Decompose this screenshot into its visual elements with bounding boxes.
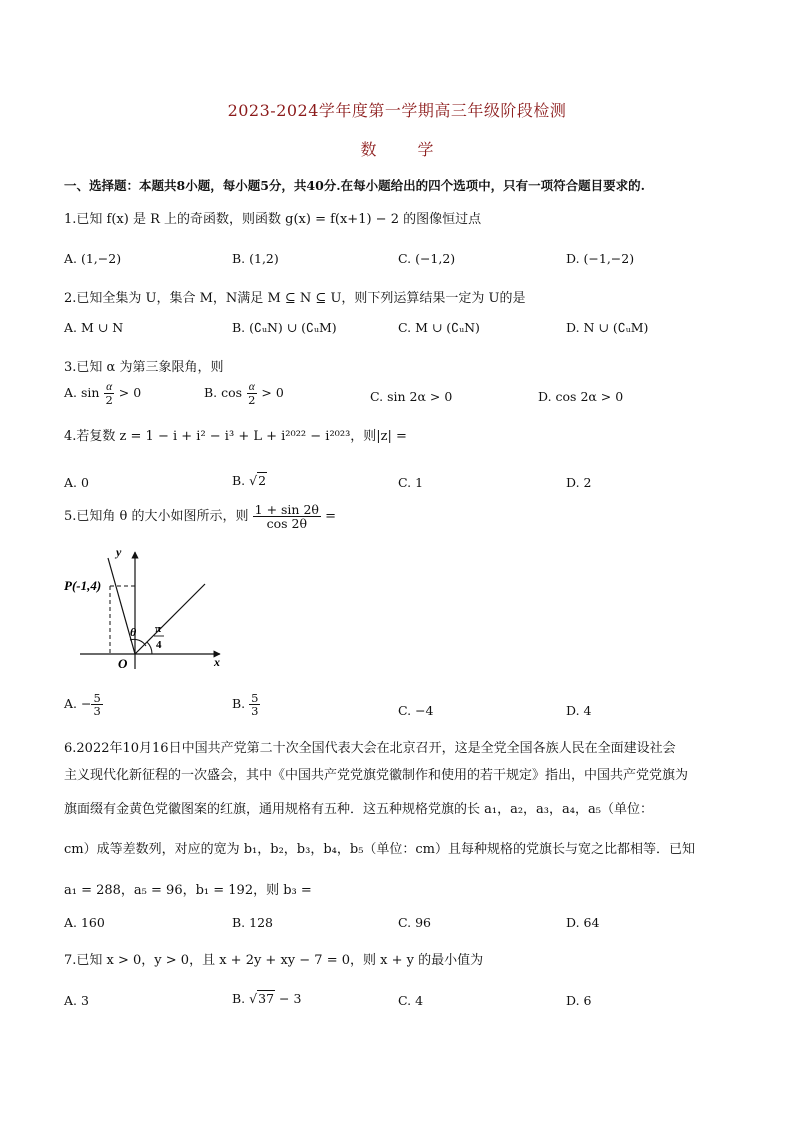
q7-option-b [232,991,301,1006]
q5-option-b [232,692,260,717]
section-heading: 一、选择题：本题共8小题，每小题5分，共40分.在每小题给出的四个选项中，只有一项符合题目要求的. [64,178,645,193]
q7-option-b-tail: − 3 [275,991,302,1006]
q5-option-b-den: 3 [251,704,259,719]
question-1-stem: 1.已知 f(x) 是 R 上的奇函数，则函数 g(x) = f(x+1) − 2 的图像恒过点 [64,212,482,227]
subject-char-2: 学 [417,140,434,159]
q3-option-a-fraction [103,381,114,406]
q3-option-b-fn: cos [221,385,243,401]
q3-option-b-fraction [246,381,257,406]
q6-option-b: B. 128 [232,915,273,930]
q4-option-b-letter: B. [232,473,246,488]
q4-option-a: A. 0 [64,475,89,490]
q6-line-1: 6.2022年10月16日中国共产党第二十次全国代表大会在北京召开，这是全党全国各族人民在全面建设社会 [64,741,676,756]
q5-option-a-fraction [91,692,102,717]
q3-option-b-den: 2 [248,393,256,408]
q2-option-b: B. (∁ᵤN) ∪ (∁ᵤM) [232,320,337,335]
q4-option-b-sqrt-sign: √ [249,473,258,488]
q4-option-d: D. 2 [566,475,592,490]
q5-angle-figure [60,544,240,674]
q7-option-b-sqrt-sign: √ [249,991,258,1006]
q1-option-d: D. (−1,−2) [566,251,635,266]
q5-option-a [64,692,103,717]
q3-option-a-num: α [106,381,113,393]
q5-option-a-letter: A. [64,696,78,712]
q5-frac-den: cos 2θ [266,516,307,532]
q3-option-a [64,381,141,406]
q2-option-d: D. N ∪ (∁ᵤM) [566,320,649,335]
origin-label: O [118,656,128,671]
q3-option-b-letter: B. [204,385,218,401]
q5-option-a-num: 5 [93,691,101,705]
question-4-stem: 4.若复数 z = 1 − i + i² − i³ + L + i²⁰²² − i²⁰²³，则|z| = [64,429,407,444]
y-axis-label: y [116,545,122,559]
q6-option-a: A. 160 [64,915,105,930]
q7-option-a: A. 3 [64,993,89,1008]
pi4-arc [147,642,152,654]
q1-option-b: B. (1,2) [232,251,279,266]
q7-option-b-radicand: 37 [258,991,275,1006]
question-3-stem: 3.已知 α 为第三象限角，则 [64,360,224,375]
q5-option-b-letter: B. [232,696,246,712]
q3-option-b-rel: > 0 [261,385,284,401]
ray-pi-over-4 [135,584,205,654]
q7-option-c: C. 4 [398,993,424,1008]
pi-label: π [155,623,162,635]
q5-option-a-den: 3 [93,704,101,719]
pi-den-label: 4 [156,639,162,651]
q1-option-c: C. (−1,2) [398,251,456,266]
q4-option-b [232,473,267,488]
question-5-stem [64,503,336,530]
q5-option-a-sign: − [81,696,92,712]
q3-option-a-den: 2 [105,393,113,408]
q2-option-a: A. M ∪ N [64,320,124,335]
theta-label: θ [130,625,137,639]
question-2-stem: 2.已知全集为 U，集合 M，N满足 M ⊆ N ⊆ U，则下列运算结果一定为 U的是 [64,291,526,306]
q5-option-c: C. −4 [398,703,434,718]
q7-option-b-letter: B. [232,991,246,1006]
question-7-stem: 7.已知 x > 0，y > 0，且 x + 2y + xy − 7 = 0，则 x + y 的最小值为 [64,953,484,968]
q6-line-3: 旗面缀有金黄色党徽图案的红旗，通用规格有五种．这五种规格党旗的长 a₁，a₂，a₃，a₄，a₅（单位： [64,802,653,817]
q3-option-a-rel: > 0 [118,385,142,401]
q6-option-d: D. 64 [566,915,600,930]
q5-stem-fraction [253,503,321,530]
q6-line-4: cm）成等差数列，对应的宽为 b₁，b₂，b₃，b₄，b₅（单位：cm）且每种规格的党旗长与宽之比都相等．已知 [64,842,696,857]
q4-option-c: C. 1 [398,475,424,490]
q1-option-a: A. (1,−2) [64,251,122,266]
q3-option-c: C. sin 2α > 0 [370,389,453,404]
q3-option-d: D. cos 2α > 0 [538,389,624,404]
subject-char-1: 数 [360,140,377,159]
q5-stem-pre: 5.已知角 θ 的大小如图所示，则 [64,509,249,525]
q3-option-b [204,381,284,406]
q5-stem-post: = [325,509,336,525]
point-p-label: P(-1,4) [64,578,102,593]
q4-option-b-radicand: 2 [258,473,267,488]
q5-frac-num: 1 + sin 2θ [254,502,319,517]
q2-option-c: C. M ∪ (∁ᵤN) [398,320,480,335]
q3-option-a-letter: A. [64,385,78,401]
q5-option-b-num: 5 [251,691,259,705]
q3-option-a-fn: sin [81,385,100,401]
q7-option-d: D. 6 [566,993,592,1008]
q6-line-2: 主义现代化新征程的一次盛会，其中《中国共产党党旗党徽制作和使用的若干规定》指出，中国共产党党旗为 [64,768,689,783]
x-axis-label: x [214,655,220,669]
q6-line-5: a₁ = 288，a₅ = 96，b₁ = 192，则 b₃ = [64,883,312,898]
subject-title [0,137,794,160]
q3-option-b-num: α [248,381,255,393]
q6-option-c: C. 96 [398,915,431,930]
q5-option-d: D. 4 [566,703,592,718]
q5-option-b-fraction [249,692,260,717]
exam-title: 2023-2024学年度第一学期高三年级阶段检测 [227,101,567,120]
